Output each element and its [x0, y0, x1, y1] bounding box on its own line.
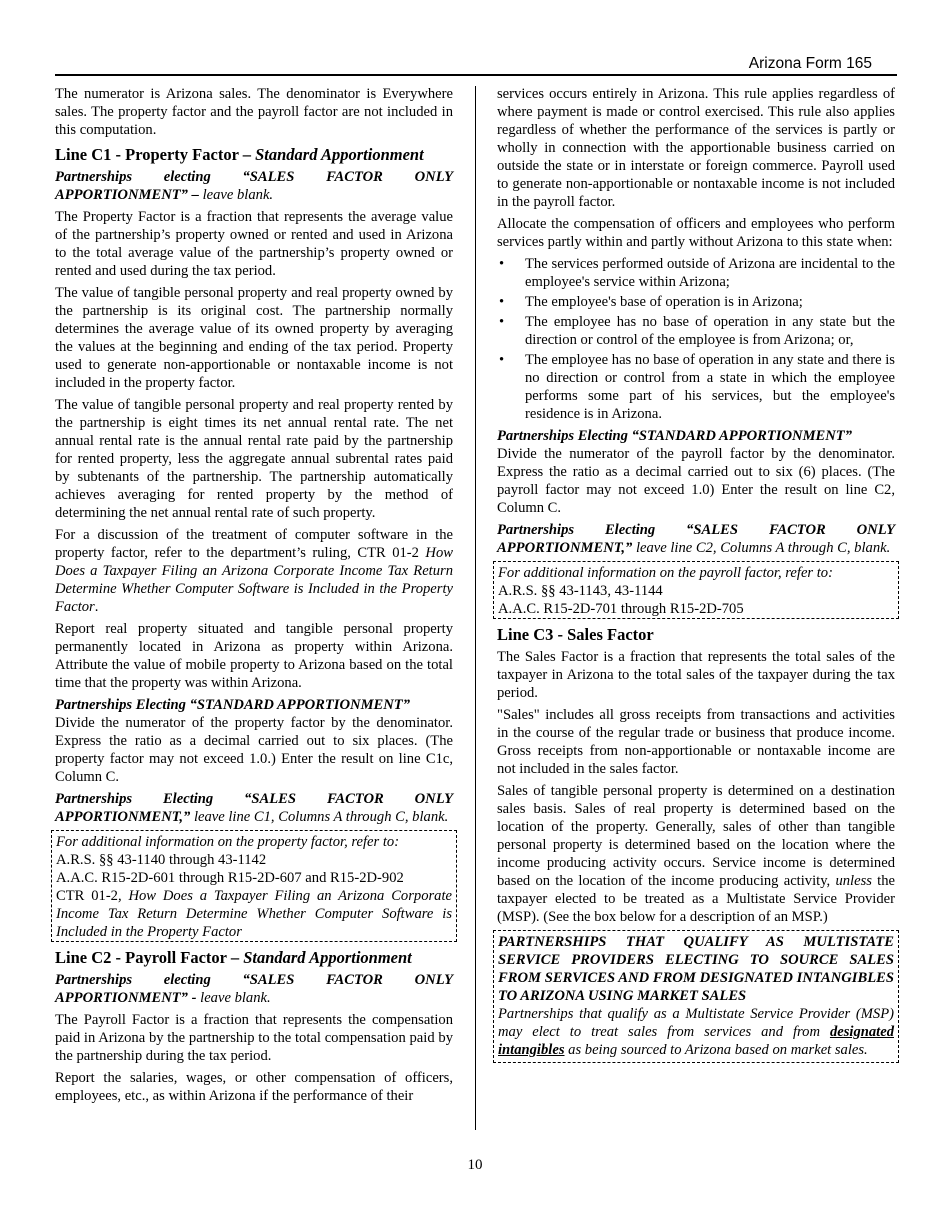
c1-paragraph: The value of tangible personal property and real property rented by the partnership is eight times its net annual rental rate. The net annual rental rate is the annual rental rate paid by the partnership for rented property, less the aggregate annual subrental rates paid by subtenants of the partnership. The partnership automatically achieves averaging for rented property by the method of determining the net annual rental rate of such property. — [55, 397, 453, 521]
c1-software-paragraph: For a discussion of the treatment of computer software in the property factor, refer to the department’s ruling, CTR 01-2 How Does a Taxpayer Filing an Arizona Corporate Income Tax Return Determine Whether Computer Software is Included in the Property Factor. — [55, 527, 453, 615]
list-item: • The employee has no base of operation in any state but the direction or control of the employee is from Arizona; or, — [499, 314, 895, 348]
list-item: • The services performed outside of Arizona are incidental to the employee's service within Arizona; — [499, 256, 895, 290]
c2-allocate-paragraph: Allocate the compensation of officers and employees who perform services partly within and partly without Arizona to this state when: — [497, 216, 895, 250]
c2-standard-text: Divide the numerator of the payroll factor by the denominator. Express the ratio as a decimal carried out to six (6) places. (The payroll factor may not exceed 1.0) Enter the result on line C2, Column C. — [497, 446, 895, 516]
c3-sourcing-paragraph: Sales of tangible personal property is determined on a destination sales basis. Sales of real property is determined based on the location of the property. Generally, sales of other than tangible personal property is determined based on the location where the income producing activity occurs. Service income is determined based on the location of the income producing activity, unless the taxpayer elected to be treated as a Multistate Service Provider (MSP). (See the box below for a description of an MSP.) — [497, 783, 895, 925]
msp-info-box — [493, 930, 899, 1063]
c2-standard-heading: Partnerships Electing “STANDARD APPORTIONMENT” — [497, 428, 853, 444]
c1-standard-text: Divide the numerator of the property factor by the denominator. Express the ratio as a decimal carried out to six places. (The property factor may not exceed 1.0.) Enter the result on line C1c, Column C. — [55, 715, 453, 785]
bullet-icon: • — [499, 294, 505, 310]
intro-paragraph: The numerator is Arizona sales. The denominator is Everywhere sales. The property factor and the payroll factor are not included in this computation. — [55, 86, 453, 138]
c1-election-note: Partnerships electing “SALES FACTOR ONLY APPORTIONMENT” – leave blank. — [55, 169, 453, 203]
c2-election-note: Partnerships electing “SALES FACTOR ONLY APPORTIONMENT” - leave blank. — [55, 972, 453, 1006]
c2-heading: Line C2 - Payroll Factor – Standard Apportionment — [55, 948, 412, 967]
c1-heading: Line C1 - Property Factor – Standard Apportionment — [55, 145, 424, 164]
reference-item: A.A.C. R15-2D-701 through R15-2D-705 — [498, 601, 744, 617]
c1-paragraph: Report real property situated and tangible personal property permanently located in Arizona as property within Arizona. Attribute the value of mobile property to Arizona based on the total time that the property was within Arizona. — [55, 621, 453, 691]
msp-text: Partnerships that qualify as a Multistate Service Provider (MSP) may elect to treat sales from services and from designated intangibles as being sourced to Arizona based on market sales. — [498, 1006, 894, 1058]
column-divider — [475, 86, 476, 1130]
bullet-icon: • — [499, 314, 505, 330]
reference-intro: For additional information on the property factor, refer to: — [56, 834, 400, 850]
c3-paragraph: The Sales Factor is a fraction that represents the total sales of the taxpayer in Arizona to the total sales of the taxpayer during the tax period. — [497, 649, 895, 701]
left-column — [55, 85, 453, 1109]
c1-standard-heading: Partnerships Electing “STANDARD APPORTIONMENT” — [55, 697, 411, 713]
c1-paragraph: The Property Factor is a fraction that represents the average value of the partnership’s property owned or rented and used in Arizona to the total average value of the partnership’s property owned or rented and used during the tax period. — [55, 209, 453, 279]
bullet-icon: • — [499, 352, 505, 368]
allocation-conditions-list — [497, 255, 895, 423]
form-title: Arizona Form 165 — [748, 55, 872, 72]
right-column — [497, 85, 895, 1063]
c3-paragraph: "Sales" includes all gross receipts from transactions and activities in the course of the regular trade or business that produce income. Gross receipts from non-apportionable or nontaxable income are not included in the sales factor. — [497, 707, 895, 777]
reference-item: A.R.S. §§ 43-1140 through 43-1142 — [56, 852, 267, 868]
bullet-icon: • — [499, 256, 505, 272]
msp-heading: PARTNERSHIPS THAT QUALIFY AS MULTISTATE SERVICE PROVIDERS ELECTING TO SOURCE SALES FROM SERVICES AND FROM DESIGNATED INTANGIBLES TO ARIZONA USING MARKET SALES — [498, 934, 894, 1004]
c1-reference-box — [51, 830, 457, 942]
reference-intro: For additional information on the payroll factor, refer to: — [498, 565, 833, 581]
page-number: 10 — [467, 1157, 483, 1173]
c2-paragraph: Report the salaries, wages, or other compensation of officers, employees, etc., as within Arizona if the performance of their — [55, 1070, 453, 1104]
reference-item: A.A.C. R15-2D-601 through R15-2D-607 and R15-2D-902 — [56, 870, 404, 886]
header-rule — [55, 74, 897, 76]
c3-heading: Line C3 - Sales Factor — [497, 625, 654, 644]
c2-paragraph: The Payroll Factor is a fraction that represents the compensation paid in Arizona by the partnership to the total compensation paid by the partnership during the tax period. — [55, 1012, 453, 1064]
c1-sales-factor-only-note: Partnerships Electing “SALES FACTOR ONLY APPORTIONMENT,” leave line C1, Columns A through C, blank. — [55, 791, 453, 825]
c2-sales-factor-only-note: Partnerships Electing “SALES FACTOR ONLY APPORTIONMENT,” leave line C2, Columns A through C, blank. — [497, 522, 895, 556]
list-item: • The employee's base of operation is in Arizona; — [499, 294, 803, 310]
c2-reference-box — [493, 561, 899, 619]
c2-continued-paragraph: services occurs entirely in Arizona. This rule applies regardless of where payment is made or control exercised. This rule also applies regardless of whether the performance of the services is partly or wholly in connection with the apportionable business carried on outside the state or in interstate or foreign commerce. Payroll used to generate non-apportionable or nontaxable income is not included in the payroll factor. — [497, 86, 895, 210]
c1-paragraph: The value of tangible personal property and real property owned by the partnership is its original cost. The partnership normally determines the average value of its owned property by averaging the values at the beginning and ending of the tax period. Property used to generate non-apportionable or nontaxable income is not included in the property factor. — [55, 285, 453, 391]
list-item: • The employee has no base of operation in any state and there is no direction or control from a state in which the employee performs some part of his services, but the employee's residence is in Arizona. — [499, 352, 895, 422]
reference-item: CTR 01-2, How Does a Taxpayer Filing an Arizona Corporate Income Tax Return Determine Whether Computer Software is Included in the Property Factor — [56, 888, 453, 940]
reference-item: A.R.S. §§ 43-1143, 43-1144 — [498, 583, 663, 599]
